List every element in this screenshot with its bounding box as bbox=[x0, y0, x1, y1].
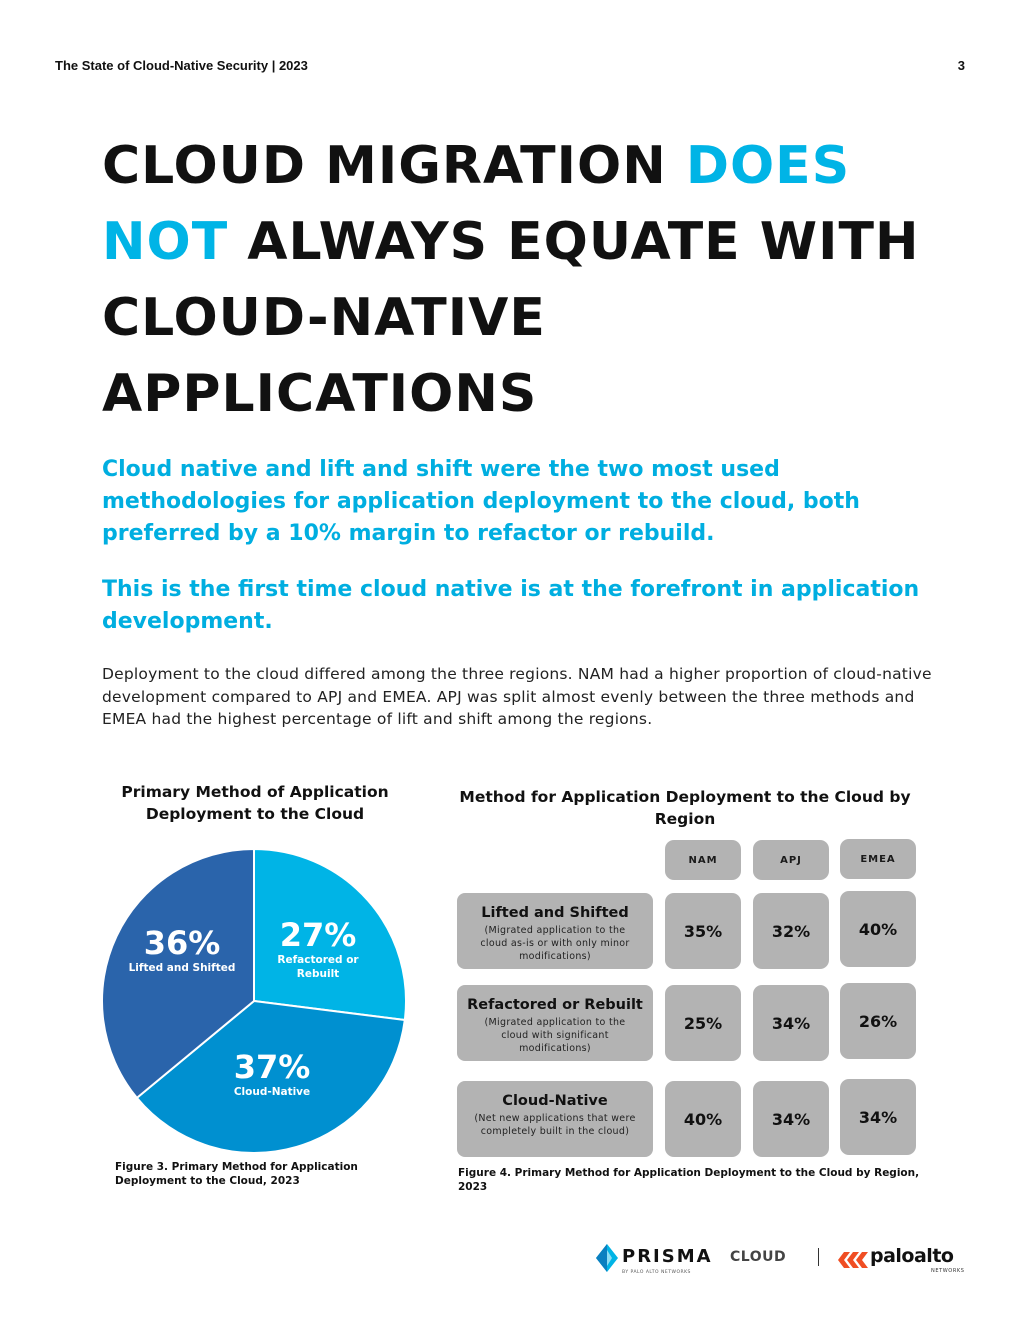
prisma-wordmark: PRISMA bbox=[622, 1246, 713, 1267]
cell-cloud-native-emea: 34% bbox=[840, 1079, 916, 1155]
pie-label-cloud-native bbox=[220, 1049, 324, 1099]
pie-chart-title: Primary Method of Application Deployment to the Cloud bbox=[121, 783, 389, 823]
column-header-nam: NAM bbox=[665, 840, 741, 880]
pie-label-refactored bbox=[272, 917, 364, 981]
cell-cloud-native-nam: 40% bbox=[665, 1081, 741, 1157]
lead-paragraph-1: Cloud native and lift and shift were the two most used methodologies for application deployment to the cloud, both preferred by a 10% margin to refactor or rebuild. bbox=[102, 457, 860, 546]
row-title-cloud-native: Cloud-Native bbox=[502, 1093, 608, 1109]
row-title-refactored: Refactored or Rebuilt bbox=[467, 997, 643, 1013]
prisma-logo-icon bbox=[596, 1244, 618, 1272]
row-label-lifted bbox=[457, 893, 653, 969]
page-headline bbox=[102, 128, 942, 432]
prisma-tagline: BY PALO ALTO NETWORKS bbox=[622, 1270, 691, 1275]
pie-pct-cloud-native: 37% bbox=[233, 1048, 311, 1086]
figure-3-caption: Figure 3. Primary Method for Application Deployment to the Cloud, 2023 bbox=[115, 1161, 358, 1187]
table-title: Method for Application Deployment to the Cloud by Region bbox=[459, 788, 911, 828]
paloalto-logo-icon bbox=[838, 1249, 868, 1271]
cell-lifted-nam: 35% bbox=[665, 893, 741, 969]
cell-refactored-apj: 34% bbox=[753, 985, 829, 1061]
row-label-refactored bbox=[457, 985, 653, 1061]
headline-part2: ALWAYS EQUATE WITH CLOUD-NATIVE APPLICATIONS bbox=[102, 212, 920, 424]
pie-pct-lifted: 36% bbox=[143, 924, 221, 962]
row-label-cloud-native bbox=[457, 1081, 653, 1157]
headline-part1: CLOUD MIGRATION bbox=[102, 136, 686, 196]
pie-chart bbox=[102, 849, 406, 1153]
row-subtitle-refactored: (Migrated application to the cloud with significant modifications) bbox=[484, 1017, 626, 1054]
report-title: The State of Cloud-Native Security | 2023 bbox=[55, 58, 308, 73]
cell-lifted-emea: 40% bbox=[840, 891, 916, 967]
page-number: 3 bbox=[957, 58, 965, 73]
logo-divider bbox=[818, 1248, 819, 1266]
pie-pct-refactored: 27% bbox=[279, 916, 357, 954]
column-header-apj: APJ bbox=[753, 840, 829, 880]
body-paragraph: Deployment to the cloud differed among the three regions. NAM had a higher proportion of cloud-native development compared to APJ and EMEA. APJ was split almost evenly between the three methods and EMEA had the highest percentage of lift and shift among the regions. bbox=[102, 665, 932, 728]
paloalto-networks-label: NETWORKS bbox=[931, 1268, 965, 1274]
paloalto-wordmark: paloalto bbox=[870, 1245, 954, 1267]
pie-cat-refactored: Refactored or Rebuilt bbox=[277, 954, 359, 980]
figure-4-caption: Figure 4. Primary Method for Application Deployment to the Cloud by Region, 2023 bbox=[458, 1167, 920, 1193]
pie-cat-cloud-native: Cloud-Native bbox=[233, 1086, 311, 1098]
cell-refactored-nam: 25% bbox=[665, 985, 741, 1061]
lead-paragraph-2: This is the first time cloud native is at the forefront in application development. bbox=[102, 577, 920, 634]
footer-logos bbox=[596, 1240, 971, 1280]
cell-lifted-apj: 32% bbox=[753, 893, 829, 969]
headline-accent: DOES NOT bbox=[102, 136, 851, 272]
row-subtitle-cloud-native: (Net new applications that were completely built in the cloud) bbox=[474, 1113, 636, 1137]
cell-cloud-native-apj: 34% bbox=[753, 1081, 829, 1157]
pie-chart-svg bbox=[102, 849, 406, 1153]
row-title-lifted: Lifted and Shifted bbox=[481, 905, 629, 921]
row-subtitle-lifted: (Migrated application to the cloud as-is or with only minor modifications) bbox=[480, 925, 630, 962]
cell-refactored-emea: 26% bbox=[840, 983, 916, 1059]
column-header-emea: EMEA bbox=[840, 839, 916, 879]
pie-cat-lifted: Lifted and Shifted bbox=[128, 962, 236, 974]
cloud-wordmark: CLOUD bbox=[730, 1249, 787, 1265]
pie-label-lifted bbox=[124, 925, 240, 975]
